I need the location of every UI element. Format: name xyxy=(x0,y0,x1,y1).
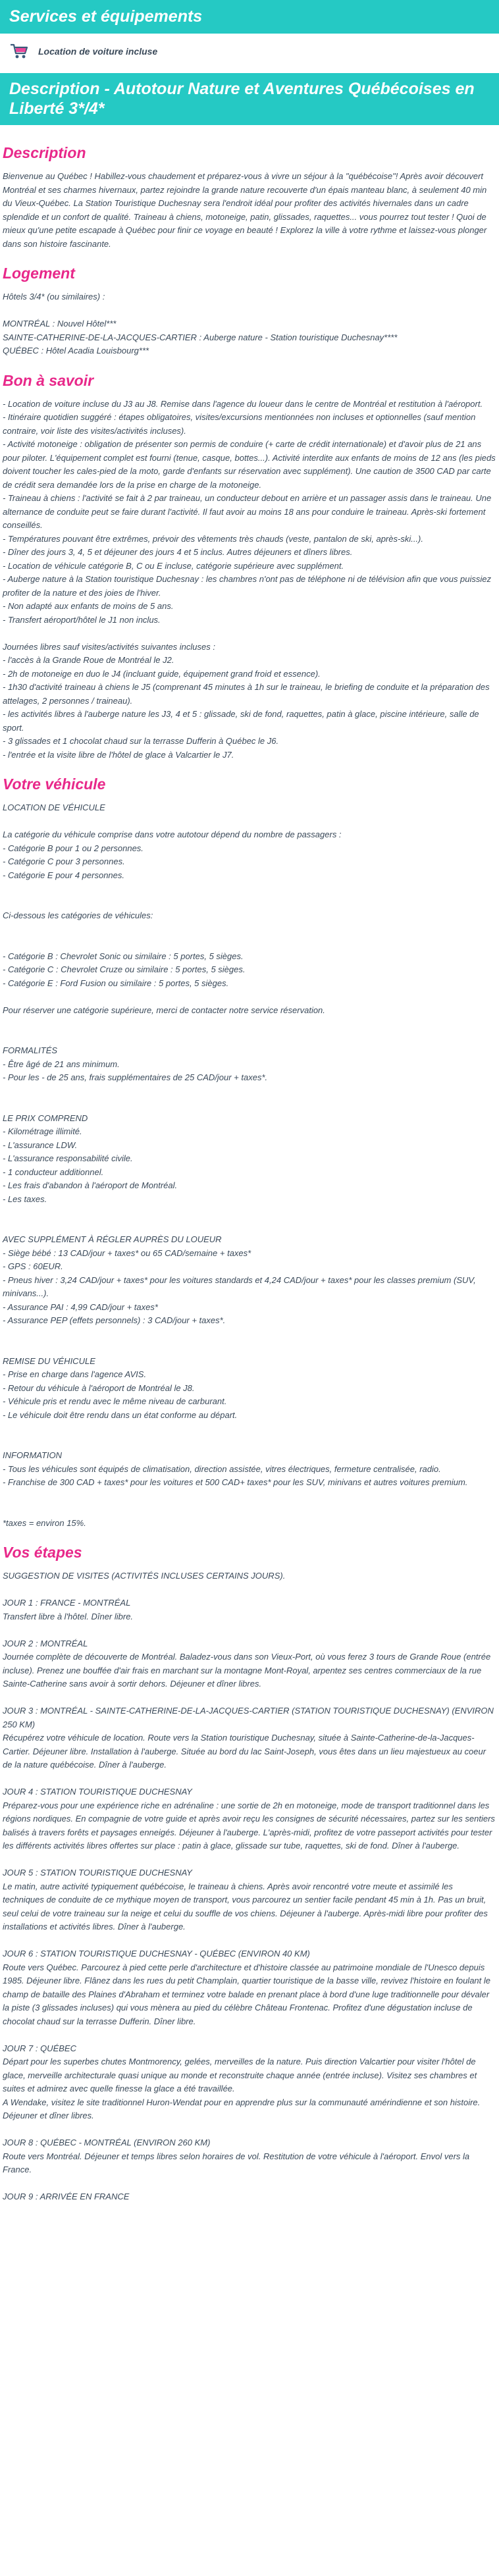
day-heading: JOUR 9 : ARRIVÉE EN FRANCE xyxy=(3,2192,130,2201)
text-line: - Pneus hiver : 3,24 CAD/jour + taxes* pour les voitures standards et 4,24 CAD/jour + taxes* pour les classes premium (SUV, minivans...). xyxy=(3,1275,476,1298)
day-text: Journée complète de découverte de Montréal. Baladez-vous dans son Vieux-Port, où vous ferez 3 tours de Grande Roue (entrée incluse). Prenez une bouffée d'air frais en marchant sur la montagne Mont-Royal, arpentez ses centres commerciaux de la rue Sainte-Catherine sans avoir à sortir dehors. Déjeuner et dîner libres. xyxy=(3,1652,491,1689)
text-line: - Itinéraire quotidien suggéré : étapes obligatoires, visites/excursions mentionnées non incluses et optionnelles (sauf mention contraire, voir liste des visites/activités incluses). xyxy=(3,412,476,436)
text-line: - l'entrée et la visite libre de l'hôtel de glace à Valcartier le J7. xyxy=(3,749,234,760)
day-heading: JOUR 2 : MONTRÉAL xyxy=(3,1638,88,1648)
text-line xyxy=(3,1220,496,1234)
text-line: *taxes = environ 15%. xyxy=(3,1517,86,1528)
day-text: A Wendake, visitez le site traditionnel Huron-Wendat pour en apprendre plus sur la communauté amérindienne et son histoire. Déjeuner et dîner libres. xyxy=(3,2097,481,2120)
text-line: - Activité motoneige : obligation de présenter son permis de conduire (+ carte de crédit internationale) et d'avoir plus de 21 ans pour piloter. L'équipement complet est fourni (tenue, casque, bottes...). Activité interdite aux enfants de moins de 12 ans (les pieds doivent toucher les cales-pied de la moto, garde d'enfants sur réservation avec supplément). Une caution de 3500 CAD par carte de crédit sera demandée lors de la prise en charge de la motoneige. xyxy=(3,439,496,490)
day-text: Préparez-vous pour une expérience riche en adrénaline : une sortie de 2h en motoneige, mode de transport traditionnel dans les régions nordiques. En compagnie de votre guide et après avoir reçu les consignes de sécurité nécessaires, partez sur les sentiers balisés à travers forêts et paysages enneigés. Déjeuner à l'auberge. L'après-midi, profitez de votre passeport activités pour tester les différents activités libres offertes sur place : patin à glace, glissade sur tube, raquettes, ski de fond. Dîner à l'auberge. xyxy=(3,1800,495,1851)
text-line: - Retour du véhicule à l'aéroport de Montréal le J8. xyxy=(3,1382,195,1393)
text-line: - Pour les - de 25 ans, frais supplémentaires de 25 CAD/jour + taxes*. xyxy=(3,1072,268,1082)
text-line: - Catégorie E pour 4 personnes. xyxy=(3,870,124,880)
text-line: - 1h30 d'activité traineau à chiens le J5 (comprenant 45 minutes à 1h sur le traineau, le briefing de conduite et la préparation des attelages, 2 personnes / traineau). xyxy=(3,682,490,706)
text-line xyxy=(3,936,496,950)
text-line: - Siège bébé : 13 CAD/jour + taxes* ou 65 CAD/semaine + taxes* xyxy=(3,1248,251,1258)
text-line: - 3 glissades et 1 chocolat chaud sur la terrasse Dufferin à Québec le J6. xyxy=(3,736,279,746)
service-item-label: Location de voiture incluse xyxy=(38,46,158,57)
text-line: - Les taxes. xyxy=(3,1194,47,1204)
day-text: Départ pour les superbes chutes Montmorency, gelées, merveilles de la nature. Puis direction Valcartier pour visiter l'hôtel de glace, merveille architecturale quasi unique au monde et reconstruite chaque année (entrée incluse). Visitez ses chambres et suites et admirez avec quelle finesse la glace a été travaillée. xyxy=(3,2057,477,2093)
text-line xyxy=(3,1206,496,1220)
etapes-title: Vos étapes xyxy=(3,1544,82,1561)
text-line: - Véhicule pris et rendu avec le même niveau de carburant. xyxy=(3,1396,227,1406)
text-line: - l'accès à la Grande Roue de Montréal le J2. xyxy=(3,655,174,665)
text-line: - 1 conducteur additionnel. xyxy=(3,1167,104,1177)
text-line xyxy=(3,896,496,910)
text-line: - L'assurance LDW. xyxy=(3,1140,78,1150)
text-line xyxy=(3,627,496,641)
etapes-days xyxy=(3,1596,496,2217)
text-line: - Prise en charge dans l'agence AVIS. xyxy=(3,1369,147,1379)
text-line xyxy=(3,304,496,318)
logement-body xyxy=(3,290,496,358)
day-text: Route vers Québec. Parcourez à pied cette perle d'architecture et d'histoire classée au patrimoine mondiale de l'Unesco depuis 1985. Déjeuner libre. Flânez dans les rues du petit Champlain, quartier touristique de la basse ville, revivez l'histoire en foulant le champ de bataille des Plaines d'Abraham et terminez votre balade en prenant place à bord d'une luge traditionnelle pour dévaler la piste (3 glissades incluses) qui vous mènera au pied du célèbre Château Frontenac. Profitez d'une dégustation incluse de chocolat chaud sur la terrasse Dufferin. Dîner libre. xyxy=(3,1962,490,2026)
text-line xyxy=(3,1098,496,1112)
text-line: Journées libres sauf visites/activités suivantes incluses : xyxy=(3,641,215,652)
text-line: - Transfert aéroport/hôtel le J1 non inclus. xyxy=(3,614,161,625)
day-text: Récupérez votre véhicule de location. Route vers la Station touristique Duchesnay, située à Sainte-Catherine-de-la-Jacques-Cartier. Déjeuner libre. Installation à l'auberge. Située au bord du lac Saint-Joseph, vous êtes dans un lieu majestueux au coeur de la nature québécoise. Dîner à l'auberge. xyxy=(3,1733,486,1770)
text-line: - Kilométrage illimité. xyxy=(3,1126,82,1136)
text-line xyxy=(3,1328,496,1342)
text-line xyxy=(3,1436,496,1450)
bon-a-savoir-title: Bon à savoir xyxy=(3,371,94,389)
text-line xyxy=(3,990,496,1004)
day-text: Route vers Montréal. Déjeuner et temps libres selon horaires de vol. Restitution de votre véhicule à l'aéroport. Envol vers la France. xyxy=(3,2151,470,2174)
bon-a-savoir-body xyxy=(3,398,496,762)
logement-title: Logement xyxy=(3,265,75,282)
text-line: MONTRÉAL : Nouvel Hôtel*** xyxy=(3,319,117,329)
shopping-cart-icon xyxy=(9,43,29,60)
text-line: - Traineau à chiens : l'activité se fait à 2 par traineau, un conducteur debout en arrière et un passager assis dans le traineau. Une alternance de conduite peut se faire durant l'activité. Il faut avoir au moins 18 ans pour conduire le traineau. Après-ski fortement conseillés. xyxy=(3,493,492,530)
text-line: - Catégorie E : Ford Fusion ou similaire : 5 portes, 5 sièges. xyxy=(3,978,229,988)
text-line: INFORMATION xyxy=(3,1450,63,1460)
text-line: - Auberge nature à la Station touristique Duchesnay : les chambres n'ont pas de téléphone ni de télévision afin que vous puissiez profiter de la nature et des joies de l'hiver. xyxy=(3,574,492,598)
text-line: QUÉBEC : Hôtel Acadia Louisbourg*** xyxy=(3,346,149,355)
text-line: - Non adapté aux enfants de moins de 5 ans. xyxy=(3,601,174,611)
etapes-intro: SUGGESTION DE VISITES (ACTIVITÉS INCLUSES CERTAINS JOURS). xyxy=(3,1571,286,1581)
vehicule-body xyxy=(3,801,496,1530)
text-line: - Assurance PAI : 4,99 CAD/jour + taxes* xyxy=(3,1301,158,1312)
text-line: La catégorie du véhicule comprise dans votre autotour dépend du nombre de passagers : xyxy=(3,829,342,839)
text-line xyxy=(3,1341,496,1355)
text-line: - Franchise de 300 CAD + taxes* pour les voitures et 500 CAD+ taxes* pour les SUV, minivans et autres voitures premium. xyxy=(3,1477,468,1487)
text-line xyxy=(3,1031,496,1045)
text-line xyxy=(3,1085,496,1099)
text-line: - Location de véhicule catégorie B, C ou E incluse, catégorie supérieure avec supplément. xyxy=(3,560,344,571)
text-line: - Les frais d'abandon à l'aéroport de Montréal. xyxy=(3,1180,178,1190)
text-line xyxy=(3,882,496,896)
day-heading: JOUR 4 : STATION TOURISTIQUE DUCHESNAY xyxy=(3,1787,192,1797)
day-heading: JOUR 7 : QUÉBEC xyxy=(3,2043,76,2053)
text-line xyxy=(3,1017,496,1031)
day-text: Le matin, autre activité typiquement québécoise, le traineau à chiens. Après avoir rencontré votre meute et assimilé les techniques de conduite de ce mythique moyen de transport, vous parcourez un sentier facile pendant 45 min à 1h. Pas un bruit, seul celui de votre traineau sur la neige et celui du souffle de vos chiens. Déjeuner à l'auberge. Après-midi libre pour profiter des installations et activités libres. Dîner à l'auberge. xyxy=(3,1881,488,1932)
text-line xyxy=(3,923,496,937)
text-line: - L'assurance responsabilité civile. xyxy=(3,1153,133,1163)
text-line: Ci-dessous les catégories de véhicules: xyxy=(3,910,153,920)
service-item xyxy=(0,34,499,73)
description-banner: Description - Autotour Nature et Aventures Québécoises en Liberté 3*/4* xyxy=(0,73,499,125)
text-line: - Températures pouvant être extrêmes, prévoir des vêtements très chauds (veste, pantalon de ski, après-ski...). xyxy=(3,533,423,544)
text-line: LOCATION DE VÉHICULE xyxy=(3,802,105,812)
vehicule-title: Votre véhicule xyxy=(3,775,106,793)
text-line: AVEC SUPPLÉMENT À RÉGLER AUPRÈS DU LOUEUR xyxy=(3,1234,222,1244)
text-line: - GPS : 60EUR. xyxy=(3,1261,63,1271)
day-heading: JOUR 3 : MONTRÉAL - SAINTE-CATHERINE-DE-LA-JACQUES-CARTIER (STATION TOURISTIQUE DUCHESNAY) (ENVIRON 250 KM) xyxy=(3,1706,494,1729)
text-line: REMISE DU VÉHICULE xyxy=(3,1355,95,1366)
text-line xyxy=(3,1503,496,1517)
text-line: Pour réserver une catégorie supérieure, merci de contacter notre service réservation. xyxy=(3,1005,325,1015)
day-heading: JOUR 8 : QUÉBEC - MONTRÉAL (ENVIRON 260 KM) xyxy=(3,2138,211,2147)
description-title: Description xyxy=(3,144,86,161)
text-line xyxy=(3,1422,496,1436)
day-text: Transfert libre à l'hôtel. Dîner libre. xyxy=(3,1611,134,1621)
day-heading: JOUR 1 : FRANCE - MONTRÉAL xyxy=(3,1598,131,1608)
text-line: - Être âgé de 21 ans minimum. xyxy=(3,1059,120,1069)
text-line: - Location de voiture incluse du J3 au J8. Remise dans l'agence du loueur dans le centre de Montréal et restitution à l'aéroport. xyxy=(3,398,483,409)
text-line: SAINTE-CATHERINE-DE-LA-JACQUES-CARTIER : Auberge nature - Station touristique Duchesnay**** xyxy=(3,332,398,342)
text-line: FORMALITÉS xyxy=(3,1045,58,1055)
day-heading: JOUR 5 : STATION TOURISTIQUE DUCHESNAY xyxy=(3,1868,192,1878)
description-text: Bienvenue au Québec ! Habillez-vous chaudement et préparez-vous à vivre un séjour à la "québécoise"! Après avoir découvert Montréal et ses charmes hivernaux, partez rejoindre la grande nature recouverte d'un épais manteau blanc, à seulement 40 min du Vieux-Québec. La Station Touristique Duchesnay sera l'endroit idéal pour profiter des activités hivernales dans un cadre splendide et un confort de qualité. Traineau à chiens, motoneige, patin, glissades, raquettes... vous pourrez tout tester ! Quoi de mieux qu'une petite escapade à Québec pour finir ce voyage en beauté ! Explorez la ville à votre rythme et laissez-vous plonger dans son histoire fascinante. xyxy=(3,171,487,249)
text-line: - 2h de motoneige en duo le J4 (incluant guide, équipement grand froid et essence). xyxy=(3,668,321,679)
text-line xyxy=(3,815,496,829)
text-line: - Catégorie C pour 3 personnes. xyxy=(3,856,125,866)
text-line: - Catégorie C : Chevrolet Cruze ou similaire : 5 portes, 5 sièges. xyxy=(3,964,246,974)
content xyxy=(0,125,499,2217)
text-line: - Dîner des jours 3, 4, 5 et déjeuner des jours 4 et 5 inclus. Autres déjeuners et dîners libres. xyxy=(3,547,353,557)
text-line: - Tous les véhicules sont équipés de climatisation, direction assistée, vitres électriques, fermeture centralisée, radio. xyxy=(3,1463,441,1474)
day-heading: JOUR 6 : STATION TOURISTIQUE DUCHESNAY - QUÉBEC (ENVIRON 40 KM) xyxy=(3,1949,310,1958)
text-line: - les activités libres à l'auberge nature les J3, 4 et 5 : glissade, ski de fond, raquettes, patin à glace, piscine intérieure, salle de sport. xyxy=(3,709,479,733)
text-line: - Catégorie B pour 1 ou 2 personnes. xyxy=(3,843,144,853)
text-line: Hôtels 3/4* (ou similaires) : xyxy=(3,292,105,302)
services-heading: Services et équipements xyxy=(0,0,499,34)
text-line: - Le véhicule doit être rendu dans un état conforme au départ. xyxy=(3,1409,238,1420)
text-line: - Catégorie B : Chevrolet Sonic ou similaire : 5 portes, 5 sièges. xyxy=(3,951,244,961)
text-line xyxy=(3,1490,496,1504)
text-line: - Assurance PEP (effets personnels) : 3 CAD/jour + taxes*. xyxy=(3,1315,226,1325)
text-line: LE PRIX COMPREND xyxy=(3,1113,88,1123)
